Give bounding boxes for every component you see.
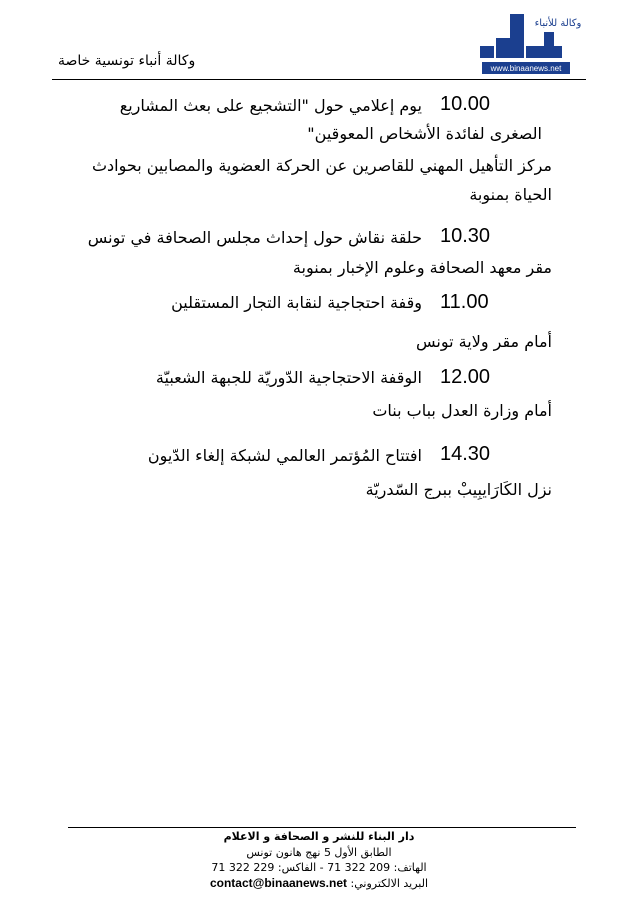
agenda-title-1-line1: يوم إعلامي حول "التشجيع على بعث المشاريع — [119, 96, 422, 115]
agenda-title-4: الوقفة الاحتجاجية الدّوريّة للجبهة الشعبيّة — [155, 368, 422, 387]
footer-phone: الهاتف: 209 322 71 - الفاكس: 229 322 71 — [211, 861, 427, 874]
agenda-location-1-line1: مركز التأهيل المهني للقاصرين عن الحركة العضوية والمصابين بحوادث — [91, 156, 552, 175]
footer-divider — [68, 827, 576, 828]
agenda-time-2: 10.30 — [440, 225, 491, 247]
footer-email-label: البريد الالكتروني: — [350, 877, 429, 890]
footer-company — [0, 830, 638, 843]
agenda-time-5: 14.30 — [440, 443, 491, 465]
agenda-location-2: مقر معهد الصحافة وعلوم الإخبار بمنوبة — [292, 258, 552, 277]
logo-url-text: www.binaanews.net — [490, 64, 562, 73]
agenda-location-5: نزل الكَارَايبِيبْ ببرج السّدريّة — [365, 480, 552, 499]
agenda-time-3: 11.00 — [440, 291, 489, 313]
binaa-news-logo — [474, 12, 582, 84]
agenda-time-4: 12.00 — [440, 366, 491, 388]
footer-email-link[interactable]: contact@binaanews.net — [209, 876, 348, 890]
agency-tagline: وكالة أنباء تونسية خاصة — [58, 53, 196, 69]
agenda-location-1-line2: الحياة بمنوبة — [469, 185, 552, 204]
header-divider — [52, 79, 586, 80]
agenda-title-5: افتتاح المُؤتمر العالمي لشبكة إلغاء الدّيون — [147, 446, 422, 465]
footer-company-text: دار البناء للنشر و الصحافة و الاعلام — [223, 830, 415, 843]
agenda-title-1-line2: الصغرى لفائدة الأشخاص المعوقين" — [307, 124, 542, 143]
agenda-location-3: أمام مقر ولاية تونس — [416, 332, 552, 351]
footer-email-row — [0, 876, 638, 890]
logo-name-text: وكالة للأنباء — [534, 18, 582, 29]
agenda-title-3: وقفة احتجاجية لنقابة التجار المستقلين — [171, 293, 422, 312]
agenda-location-4: أمام وزارة العدل بباب بنات — [372, 401, 552, 420]
agenda-time-1: 10.00 — [440, 93, 491, 115]
footer-address: الطابق الأول 5 نهج هانون تونس — [246, 846, 392, 859]
agenda-title-2: حلقة نقاش حول إحداث مجلس الصحافة في تونس — [87, 228, 422, 247]
